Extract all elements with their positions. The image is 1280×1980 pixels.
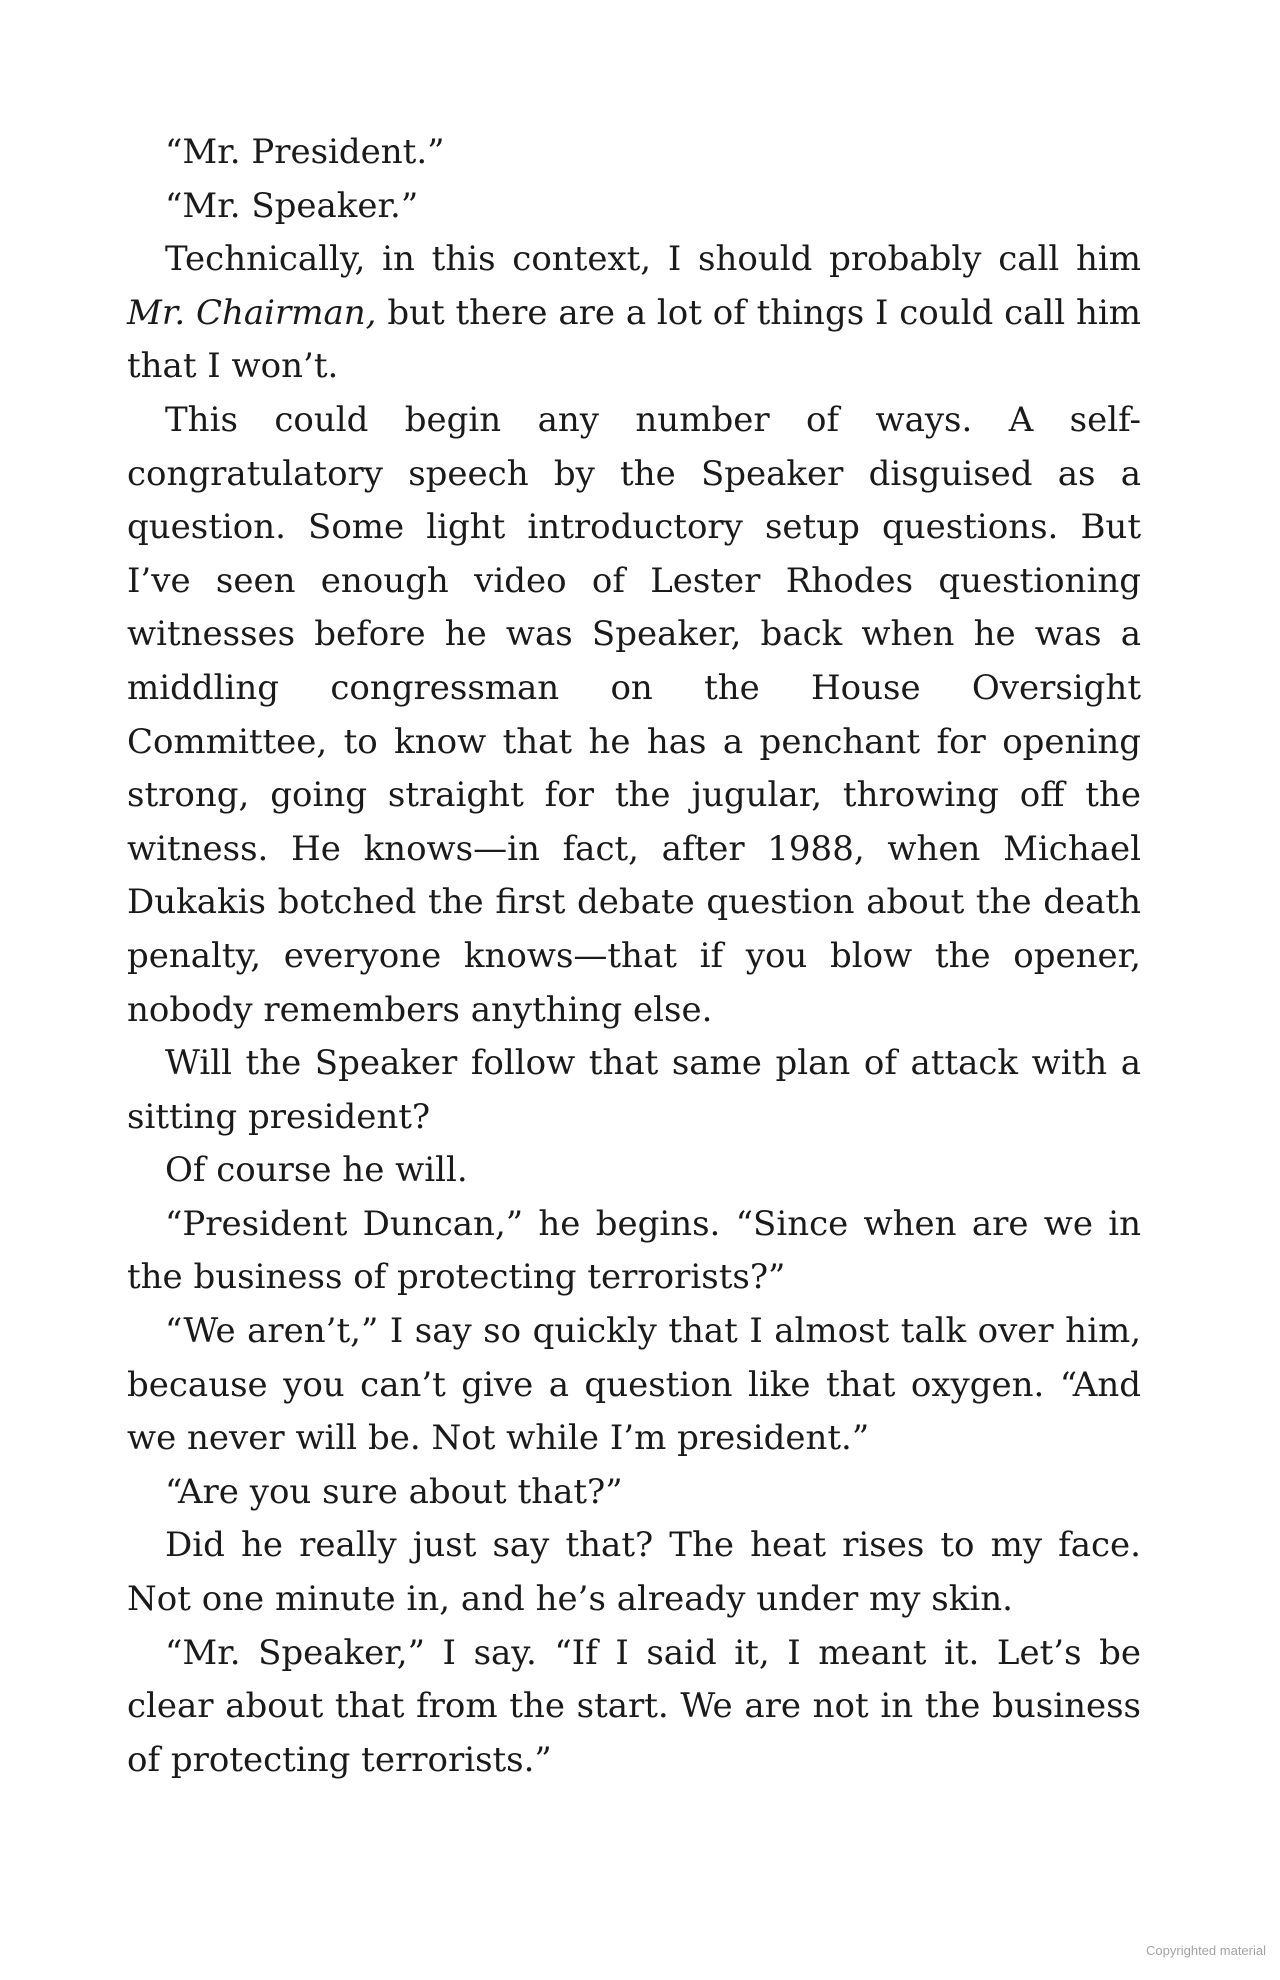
- paragraph-we-arent: “We aren’t,” I say so quickly that I almost talk over him, because you can’t give a question like that oxygen. “And we never will be. Not while I’m president.”: [127, 1311, 1141, 1459]
- copyright-watermark: Copyrighted material: [1146, 1943, 1266, 1958]
- paragraph-technically: [127, 233, 1141, 394]
- technically-text-after: but there are a lot of things I could call him that I won’t.: [127, 292, 1141, 387]
- paragraph-of-course: Of course he will.: [165, 1150, 468, 1191]
- paragraph-are-you-sure: “Are you sure about that?”: [165, 1471, 623, 1512]
- paragraph-president-duncan: “President Duncan,” he begins. “Since when are we in the business of protecting terrorists?”: [127, 1203, 1141, 1298]
- paragraph-will-speaker: Will the Speaker follow that same plan of attack with a sitting president?: [127, 1043, 1141, 1137]
- technically-text-before: Technically, in this context, I should probably call him: [165, 239, 1141, 280]
- technically-text-italic: Mr. Chairman,: [127, 292, 377, 333]
- paragraph-begin-ways: This could begin any number of ways. A self-congratulatory speech by the Speaker disguised as a question. Some light introductory setup questions. But I’ve seen enough video of Lester Rhodes questioning witnesses before he was Speaker, back when he was a middling congressman on the House Oversight Committee, to know that he has a penchant for opening strong, going straight for the jugular, throwing off the witness. He knows—in fact, after 1988, when Michael Dukakis botched the first debate question about the death penalty, everyone knows—that if you blow the opener, nobody remembers anything else.: [127, 399, 1141, 1030]
- paragraph-mr-speaker: “Mr. Speaker.”: [165, 185, 419, 226]
- paragraph-mr-president: “Mr. President.”: [165, 132, 445, 172]
- book-page-text: [127, 126, 1141, 1787]
- paragraph-did-he-really: Did he really just say that? The heat rises to my face. Not one minute in, and he’s already under my skin.: [127, 1525, 1141, 1620]
- paragraph-mr-speaker-reply: “Mr. Speaker,” I say. “If I said it, I meant it. Let’s be clear about that from the start. We are not in the business of protecting terrorists.”: [127, 1632, 1141, 1780]
